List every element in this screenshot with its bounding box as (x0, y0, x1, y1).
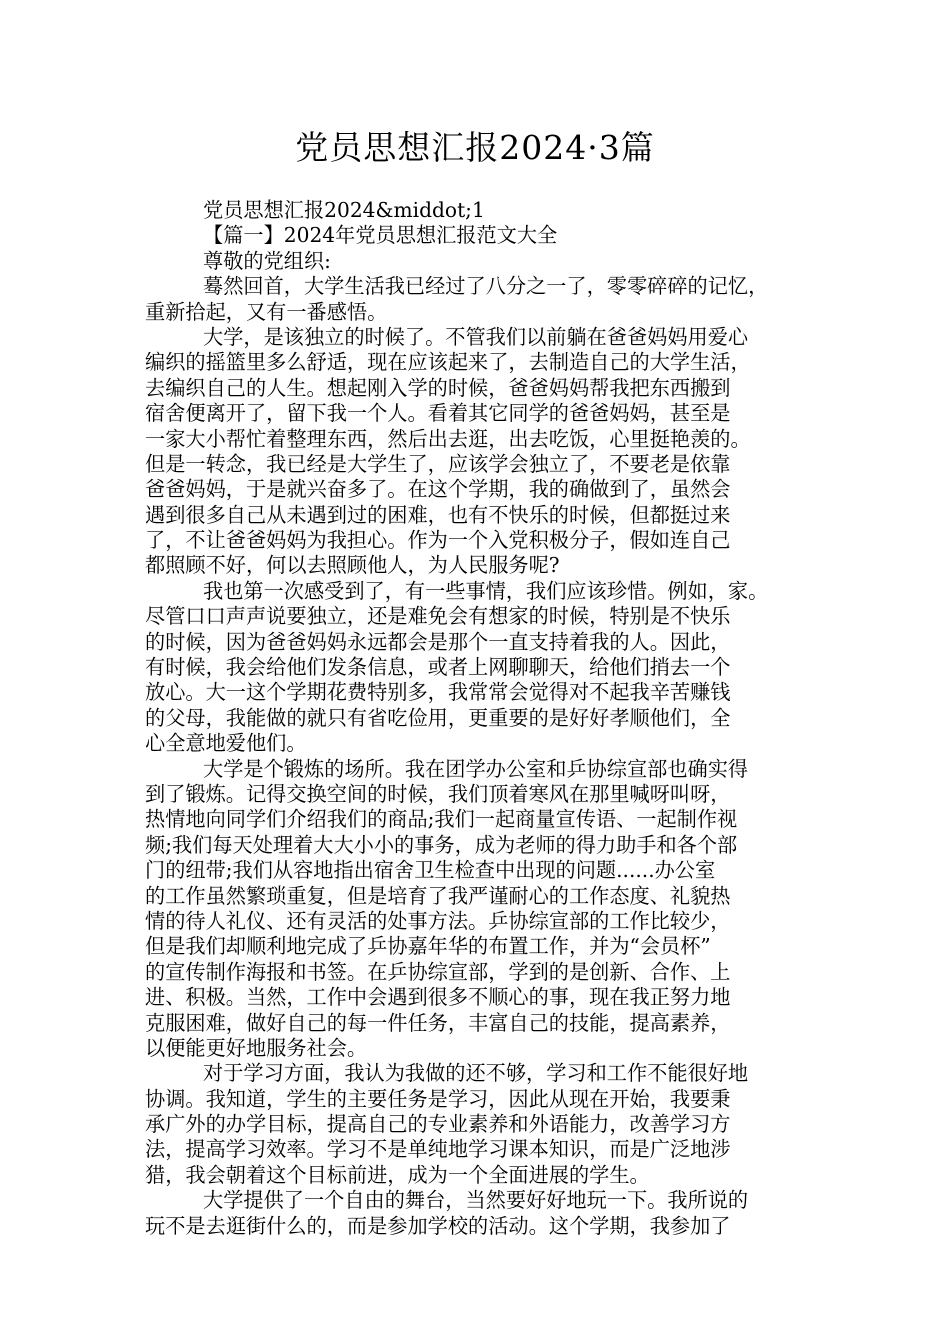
text-line: 对于学习方面，我认为我做的还不够，学习和工作不能很好地 (203, 1061, 749, 1086)
document-title: 党员思想汇报2024·3篇 (295, 128, 655, 167)
text-line: 热情地向同学们介绍我们的商品;我们一起商量宣传语、一起制作视 (145, 807, 738, 832)
text-line: 我也第一次感受到了，有一些事情，我们应该珍惜。例如，家。 (203, 578, 769, 603)
text-line: 的宣传制作海报和书签。在乒协综宣部，学到的是创新、合作、上 (145, 959, 731, 984)
text-line: 遇到很多自己从未遇到过的困难，也有不快乐的时候，但都挺过来 (145, 502, 731, 527)
text-line: 法，提高学习效率。学习不是单纯地学习课本知识，而是广泛地涉 (145, 1137, 731, 1162)
text-line: 的父母，我能做的就只有省吃俭用，更重要的是好好孝顺他们，全 (145, 705, 731, 730)
text-line: 有时候，我会给他们发条信息，或者上网聊聊天，给他们捎去一个 (145, 655, 731, 680)
text-line: 党员思想汇报2024&middot;1 (203, 198, 485, 222)
text-line: 【篇一】2024年党员思想汇报范文大全 (203, 223, 558, 248)
text-line: 尊敬的党组织: (203, 248, 331, 273)
text-line: 的时候，因为爸爸妈妈永远都会是那个一直支持着我的人。因此， (145, 629, 731, 654)
text-line: 大学提供了一个自由的舞台，当然要好好地玩一下。我所说的 (203, 1188, 749, 1213)
text-line: 蓦然回首，大学生活我已经过了八分之一了，零零碎碎的记忆， (203, 274, 769, 299)
text-line: 但是一转念，我已经是大学生了，应该学会独立了，不要老是依靠 (145, 451, 731, 476)
text-line: 爸爸妈妈，于是就兴奋多了。在这个学期，我的确做到了，虽然会 (145, 477, 731, 502)
text-line: 编织的摇篮里多么舒适，现在应该起来了，去制造自己的大学生活， (145, 350, 751, 375)
text-line: 宿舍便离开了，留下我一个人。看着其它同学的爸爸妈妈，甚至是 (145, 401, 731, 426)
text-line: 协调。我知道，学生的主要任务是学习，因此从现在开始，我要秉 (145, 1086, 731, 1111)
text-line: 承广外的办学目标，提高自己的专业素养和外语能力，改善学习方 (145, 1112, 731, 1137)
text-line: 的工作虽然繁琐重复，但是培育了我严谨耐心的工作态度、礼貌热 (145, 883, 731, 908)
text-line: 大学，是该独立的时候了。不管我们以前躺在爸爸妈妈用爱心 (203, 324, 749, 349)
text-line: 但是我们却顺利地完成了乒协嘉年华的布置工作，并为“会员杯” (145, 934, 711, 959)
text-line: 门的纽带;我们从容地指出宿舍卫生检查中出现的问题......办公室 (145, 858, 716, 883)
text-line: 大学是个锻炼的场所。我在团学办公室和乒协综宣部也确实得 (203, 756, 749, 781)
text-line: 都照顾不好，何以去照顾他人，为人民服务呢? (145, 553, 560, 578)
text-line: 了，不让爸爸妈妈为我担心。作为一个入党积极分子，假如连自己 (145, 528, 731, 553)
text-line: 情的待人礼仪、还有灵活的处事方法。乒协综宣部的工作比较少， (145, 908, 731, 933)
text-line: 一家大小帮忙着整理东西，然后出去逛，出去吃饭，心里挺艳羡的。 (145, 426, 751, 451)
text-line: 玩不是去逛街什么的，而是参加学校的活动。这个学期，我参加了 (145, 1213, 731, 1238)
text-line: 猎，我会朝着这个目标前进，成为一个全面进展的学生。 (145, 1162, 650, 1187)
text-line: 进、积极。当然，工作中会遇到很多不顺心的事，现在我正努力地 (145, 985, 731, 1010)
text-line: 尽管口口声声说要独立，还是难免会有想家的时候，特别是不快乐 (145, 604, 731, 629)
text-line: 重新拾起，又有一番感悟。 (145, 299, 388, 324)
document-body (145, 198, 815, 1239)
text-line: 心全意地爱他们。 (145, 731, 307, 756)
text-line: 去编织自己的人生。想起刚入学的时候，爸爸妈妈帮我把东西搬到 (145, 375, 731, 400)
text-line: 频;我们每天处理着大大小小的事务，成为老师的得力助手和各个部 (145, 832, 738, 857)
text-line: 到了锻炼。记得交换空间的时候，我们顶着寒风在那里喊呀叫呀， (145, 781, 731, 806)
text-line: 放心。大一这个学期花费特别多，我常常会觉得对不起我辛苦赚钱 (145, 680, 731, 705)
text-line: 以便能更好地服务社会。 (145, 1035, 368, 1060)
text-line: 克服困难，做好自己的每一件任务，丰富自己的技能，提高素养， (145, 1010, 731, 1035)
